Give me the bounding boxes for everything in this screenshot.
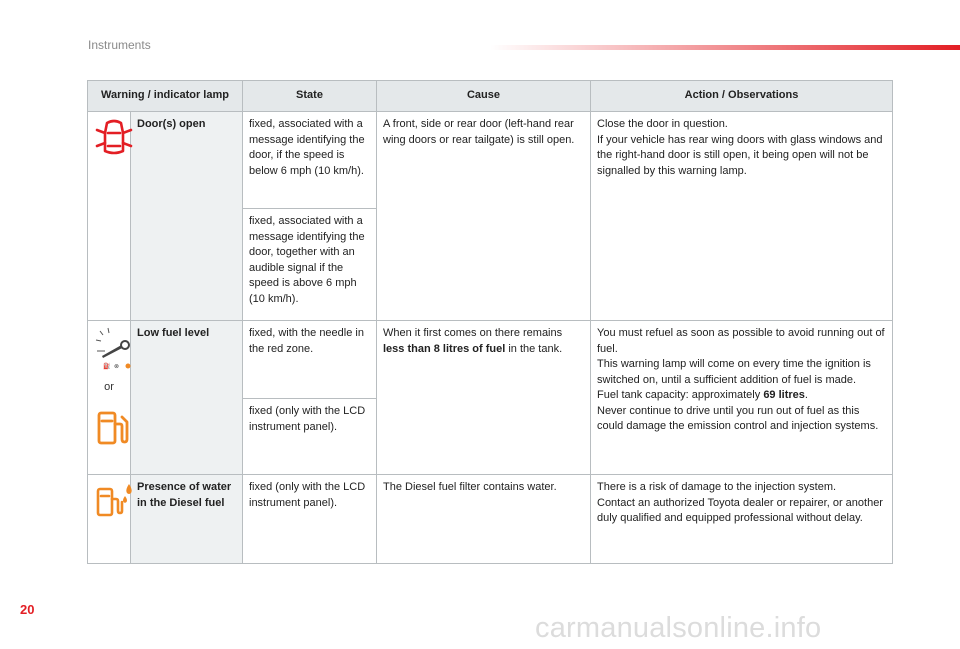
water-action — [591, 475, 893, 564]
column-header-state: State — [243, 81, 377, 112]
water-state: fixed (only with the LCD instrument panel). — [243, 475, 377, 564]
watermark: carmanualsonline.info — [535, 612, 822, 644]
fuel-cause-text-1: When it first comes on there remains — [383, 327, 563, 339]
fuel-cause-bold: less than 8 litres of fuel — [383, 342, 506, 355]
fuel-lamp-icon-cell — [88, 321, 131, 475]
door-lamp-icon-cell — [88, 112, 131, 321]
water-action-line-2: Contact an authorized Toyota dealer or repairer, or another duly qualified and equipped professional without delay. — [597, 496, 883, 524]
column-header-lamp: Warning / indicator lamp — [88, 81, 243, 112]
fuel-state-2: fixed (only with the LCD instrument panel). — [243, 399, 377, 475]
fuel-action-line-2: This warning lamp will come on every time the ignition is switched on, until a sufficient addition of fuel is made. — [597, 358, 871, 386]
door-action-line-2: If your vehicle has rear wing doors with glass windows and the right-hand door is still open, it being open will not be signalled by this warning lamp. — [597, 133, 883, 177]
fuel-capacity-period: . — [804, 389, 808, 401]
fuel-pump-icon — [94, 408, 130, 448]
fuel-action — [591, 321, 893, 475]
page-number: 20 — [20, 602, 35, 617]
water-lamp-name: Presence of water in the Diesel fuel — [131, 475, 243, 564]
door-cause: A front, side or rear door (left-hand rear wing doors or rear tailgate) is still open. — [377, 112, 591, 321]
fuel-cause-text-2: in the tank. — [508, 342, 563, 355]
door-state-2: fixed, associated with a message identifying the door, together with an audible signal if the speed is above 6 mph (10 km/h). — [243, 209, 377, 321]
svg-text:⊗: ⊗ — [114, 363, 120, 370]
svg-text:⛽: ⛽ — [103, 363, 111, 370]
header-accent-bar — [490, 45, 960, 50]
fuel-capacity-value: 69 litres — [763, 389, 805, 401]
water-lamp-icon-cell — [88, 475, 131, 564]
water-action-line-1: There is a risk of damage to the injection system. — [597, 481, 837, 493]
door-lamp-name: Door(s) open — [131, 112, 243, 321]
water-cause: The Diesel fuel filter contains water. — [377, 475, 591, 564]
fuel-action-line-4: Never continue to drive until you run out of fuel as this could damage the emission control and injection systems. — [597, 404, 879, 432]
section-title: Instruments — [88, 38, 151, 52]
table-row — [88, 112, 893, 209]
table-row — [88, 321, 893, 399]
fuel-cause — [377, 321, 591, 475]
warning-lamps-table — [87, 80, 893, 564]
door-action-line-1: Close the door in question. — [597, 118, 728, 130]
fuel-lamp-name: Low fuel level — [131, 321, 243, 475]
table-row — [88, 475, 893, 564]
fuel-action-line-1: You must refuel as soon as possible to avoid running out of fuel. — [597, 327, 885, 355]
table-header-row — [88, 81, 893, 112]
fuel-state-1: fixed, with the needle in the red zone. — [243, 321, 377, 399]
fuel-capacity-label: Fuel tank capacity: approximately — [597, 389, 761, 401]
fuel-gauge-needle-icon — [94, 326, 134, 370]
column-header-action: Action / Observations — [591, 81, 893, 112]
fuel-action-line-3 — [597, 388, 886, 404]
door-state-1: fixed, associated with a message identifying the door, if the speed is below 6 mph (10 km/h). — [243, 112, 377, 209]
column-header-cause: Cause — [377, 81, 591, 112]
door-action — [591, 112, 893, 321]
car-door-open-icon — [94, 117, 134, 163]
or-label: or — [104, 381, 114, 393]
